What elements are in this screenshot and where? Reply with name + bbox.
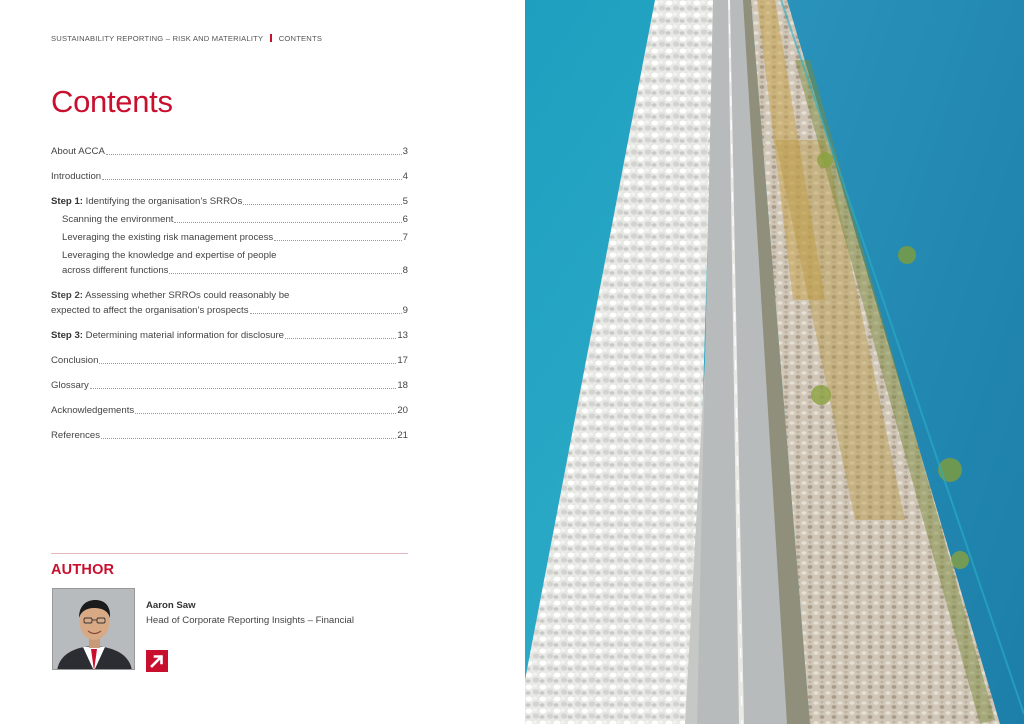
toc-entry-references[interactable] — [51, 430, 408, 442]
toc-entry-knowledge-expertise[interactable] — [51, 250, 408, 277]
toc-label-line2: expected to affect the organisation’s prospects — [51, 305, 249, 316]
toc-step-title: Determining material information for disclosure — [83, 330, 285, 341]
toc-page: 21 — [397, 430, 408, 441]
toc-label: References — [51, 430, 101, 441]
breakwater-aerial-illustration — [525, 0, 1024, 724]
toc-label-line2: across different functions — [62, 265, 169, 276]
toc-entry-step-2[interactable] — [51, 290, 408, 317]
toc-leader — [102, 179, 402, 180]
toc-label: Glossary — [51, 380, 89, 391]
toc-leader — [174, 222, 401, 223]
toc-entry-about-acca[interactable] — [51, 146, 408, 158]
toc-label: Conclusion — [51, 355, 99, 366]
author-role: Head of Corporate Reporting Insights – Financial — [146, 615, 354, 626]
running-header — [51, 34, 322, 43]
toc-page: 5 — [402, 196, 408, 207]
toc-label: About ACCA — [51, 146, 105, 157]
toc-page: 6 — [402, 214, 408, 225]
toc-entry-introduction[interactable] — [51, 171, 408, 183]
toc-label-line1: Leveraging the knowledge and expertise of people — [62, 250, 277, 261]
header-separator — [270, 34, 272, 42]
toc-entry-step-1[interactable] — [51, 196, 408, 208]
author-heading: AUTHOR — [51, 562, 115, 578]
toc-leader — [169, 273, 401, 274]
toc-entry-acknowledgements[interactable] — [51, 405, 408, 417]
toc-page: 9 — [402, 305, 408, 316]
toc-label: Acknowledgements — [51, 405, 135, 416]
toc-leader — [274, 240, 401, 241]
toc-step-label: Step 2: — [51, 290, 83, 301]
author-portrait — [52, 588, 135, 670]
toc-label: Leveraging the existing risk management process — [62, 232, 274, 243]
toc-page: 18 — [397, 380, 408, 391]
toc-entry-glossary[interactable] — [51, 380, 408, 392]
toc-label: Introduction — [51, 171, 102, 182]
toc-leader — [101, 438, 396, 439]
toc-label — [51, 330, 284, 342]
toc-entry-scanning-environment[interactable] — [51, 214, 408, 226]
toc-leader — [135, 413, 396, 414]
toc-label — [51, 196, 242, 208]
toc-entry-risk-management[interactable] — [51, 232, 408, 244]
author-name: Aaron Saw — [146, 600, 196, 611]
running-header-current: CONTENTS — [278, 34, 323, 43]
external-link-arrow-icon[interactable] — [146, 650, 168, 672]
toc-page: 4 — [402, 171, 408, 182]
toc-step-title: Identifying the organisation’s SRROs — [83, 196, 243, 207]
toc-page: 8 — [402, 265, 408, 276]
toc-page: 3 — [402, 146, 408, 157]
toc-step-label: Step 3: — [51, 330, 83, 341]
toc-step-title: Assessing whether SRROs could reasonably be — [83, 290, 290, 301]
toc-leader — [90, 388, 396, 389]
toc-page: 13 — [397, 330, 408, 341]
toc-leader — [106, 154, 402, 155]
toc-label-line1 — [51, 290, 408, 302]
toc-leader — [99, 363, 396, 364]
author-divider — [51, 553, 408, 554]
author-portrait-illustration — [53, 589, 135, 670]
toc-page: 7 — [402, 232, 408, 243]
toc-label: Scanning the environment — [62, 214, 174, 225]
toc-entry-step-3[interactable] — [51, 330, 408, 342]
toc-page: 17 — [397, 355, 408, 366]
running-header-section: SUSTAINABILITY REPORTING – RISK AND MATERIALITY — [51, 34, 264, 43]
page-title: Contents — [51, 84, 173, 119]
table-of-contents — [51, 146, 408, 442]
toc-leader — [250, 313, 402, 314]
toc-step-label: Step 1: — [51, 196, 83, 207]
toc-entry-conclusion[interactable] — [51, 355, 408, 367]
toc-page: 20 — [397, 405, 408, 416]
cover-photo-breakwater — [525, 0, 1024, 724]
toc-leader — [243, 204, 401, 205]
toc-leader — [285, 338, 396, 339]
